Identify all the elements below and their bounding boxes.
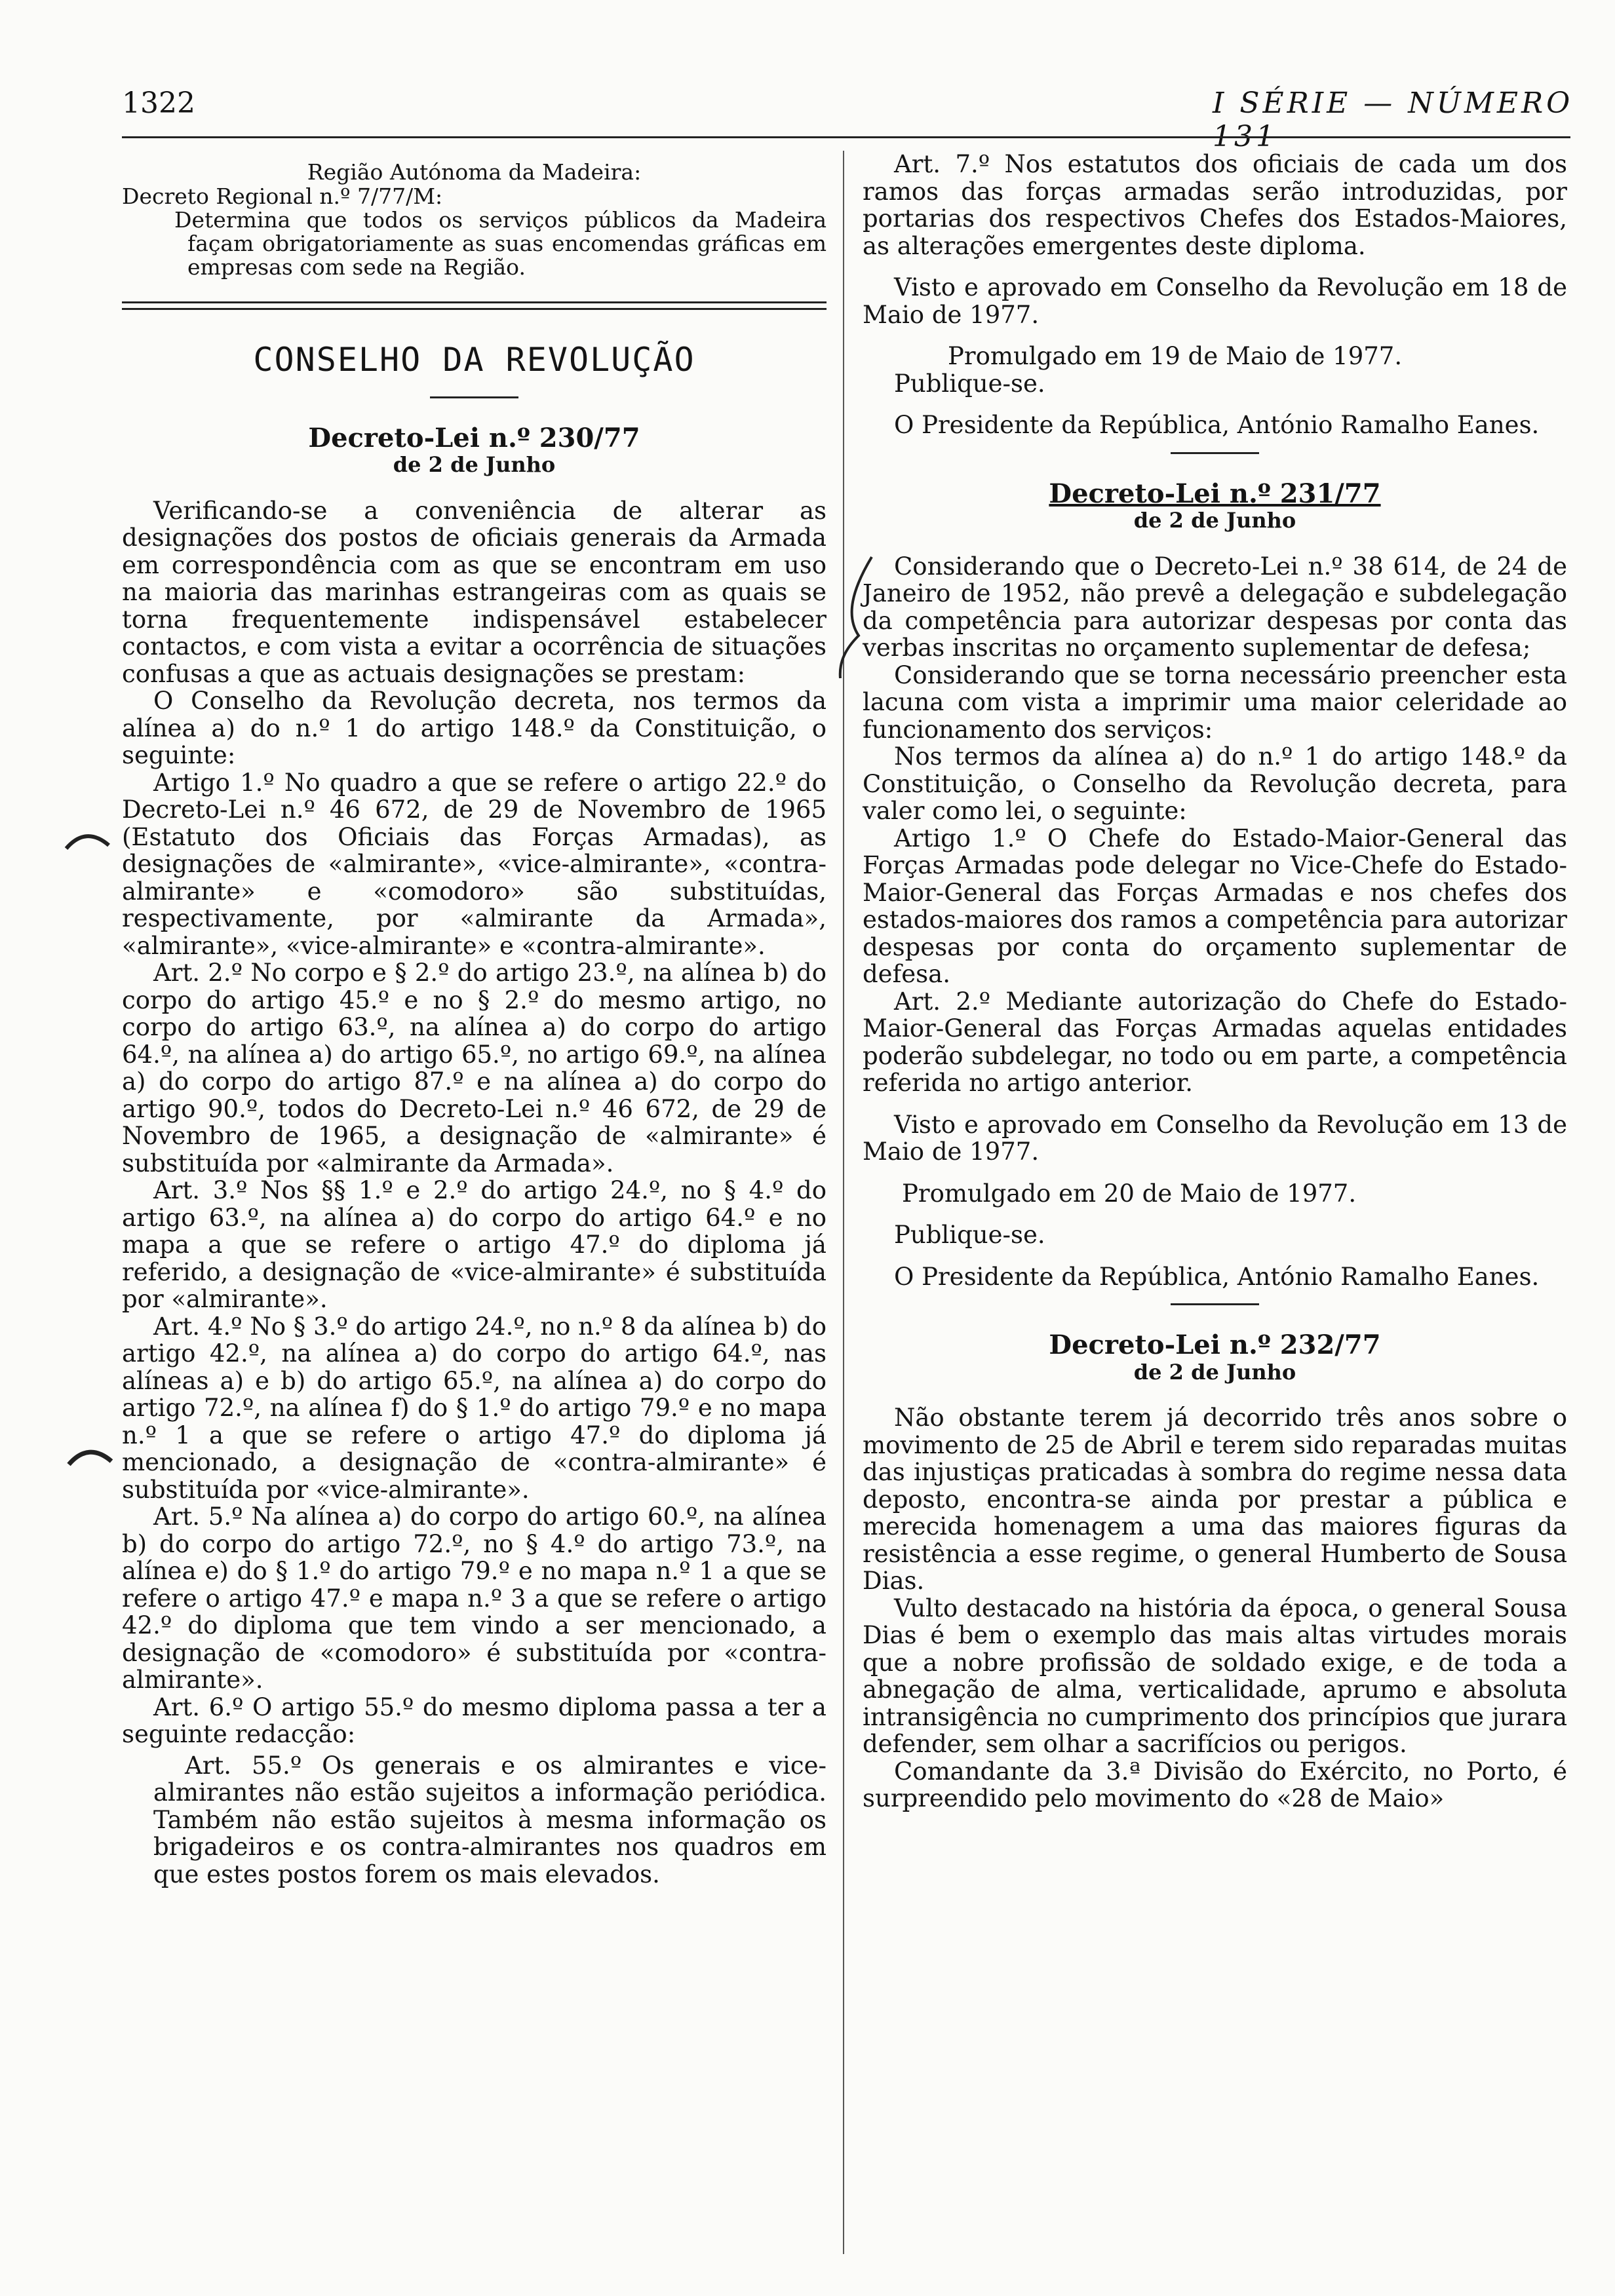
decree-230-art55: Art. 55.º Os generais e os almirantes e vice-almirantes não estão sujeitos a informação periódica. Também não estão sujeitos à mesma informação os brigadeiros e os contra-almirantes nos quadros em que estes postos forem os mais elevados. [153, 1751, 827, 1888]
series-header: I SÉRIE — NÚMERO 131 [1213, 86, 1574, 153]
signature-rule-2 [1171, 1303, 1259, 1305]
decree-230-date: de 2 de Junho [393, 452, 556, 477]
decree-230-title: Decreto-Lei n.º 230/77 [308, 422, 640, 453]
decree-230-president: O Presidente da República, António Ramalho Eanes. [894, 411, 1540, 439]
decree-231-art2: Art. 2.º Mediante autorização do Chefe do Estado-Maior-General das Forças Armadas aquelas entidades poderão subdelegar, no todo ou em parte, a competência referida no artigo anterior. [863, 987, 1567, 1097]
section-divider [122, 301, 827, 310]
decree-230-art1: Artigo 1.º No quadro a que se refere o artigo 22.º do Decreto-Lei n.º 46 672, de 29 de Novembro de 1965 (Estatuto dos Oficiais das Forças Armadas), as designações de «almirante», «vice-almirante», «contra-almirante» e «comodoro» são substituídas, respectivamente, por «almirante da Armada», «almirante», «vice-almirante» e «contra-almirante». [122, 768, 827, 960]
decree-230-art4: Art. 4.º No § 3.º do artigo 24.º, no n.º 8 da alínea b) do artigo 42.º, na alínea a) do corpo do artigo 64.º, nas alíneas a) e b) do artigo 65.º, na alínea a) do corpo do artigo 72.º, na alínea f) do § 1.º do artigo 79.º e no mapa n.º 1 a que se refere o artigo 47.º do diploma já mencionado, a designação de «contra-almirante» é substituída por «vice-almirante». [122, 1312, 827, 1504]
decree-231-title: Decreto-Lei n.º 231/77 [1049, 478, 1381, 509]
decree-232-p3: Comandante da 3.ª Divisão do Exército, no Porto, é surpreendido pelo movimento do «28 de Maio» [863, 1757, 1567, 1812]
decree-230-art2: Art. 2.º No corpo e § 2.º do artigo 23.º, na alínea b) do corpo do artigo 45.º e no § 2.º do mesmo artigo, no corpo do artigo 63.º, na alínea a) do corpo do artigo 64.º, na alínea a) do artigo 65.º, no artigo 69.º, na alínea a) do corpo do artigo 87.º e na alínea a) do corpo do artigo 90.º, todos do Decreto-Lei n.º 46 672, de 29 de Novembro de 1965, a designação de «almirante» é substituída por «almirante da Armada». [122, 959, 827, 1177]
right-column [863, 151, 1567, 1812]
decree-231-president: O Presidente da República, António Ramalho Eanes. [894, 1262, 1540, 1291]
decree-231-approved: Visto e aprovado em Conselho da Revolução em 13 de Maio de 1977. [863, 1110, 1567, 1166]
decree-232-date: de 2 de Junho [1133, 1359, 1296, 1385]
decree-230-preamble: Verificando-se a conveniência de alterar as designações dos postos de oficiais generais da Armada em correspondência com as que se encontram em uso na maioria das marinhas estrangeiras com as quais se torna frequentemente indispensável estabelecer contactos, e com vista a evitar a ocorrência de situações confusas a que as actuais designações se prestam: [122, 496, 827, 688]
decree-231-date: de 2 de Junho [1133, 508, 1296, 533]
decree-230-publish: Publique-se. [894, 369, 1045, 398]
decree-231-promulgated: Promulgado em 20 de Maio de 1977. [902, 1179, 1357, 1208]
left-column [122, 151, 827, 1888]
decree-230-art7: Art. 7.º Nos estatutos dos oficiais de cada um dos ramos das forças armadas serão introduzidas, por portarias dos respectivos Chefes dos Estados-Maiores, as alterações emergentes deste diploma. [863, 150, 1567, 260]
decree-230-enact: O Conselho da Revolução decreta, nos termos da alínea a) do n.º 1 do artigo 148.º da Constituição, o seguinte: [122, 687, 827, 769]
decree-231-p2: Considerando que se torna necessário preencher esta lacuna com vista a imprimir uma maior celeridade ao funcionamento dos serviços: [863, 660, 1567, 744]
madeira-summary: Determina que todos os serviços públicos da Madeira façam obrigatoriamente as suas encomendas gráficas em empresas com sede na Região. [174, 207, 827, 280]
council-title: CONSELHO DA REVOLUÇÃO [253, 341, 695, 379]
title-rule [430, 396, 518, 398]
decree-231-art1: Artigo 1.º O Chefe do Estado-Maior-General das Forças Armadas pode delegar no Vice-Chefe do Estado-Maior-General das Forças Armadas e nos chefes dos estados-maiores dos ramos a competência para autorizar despesas por conta do orçamento suplementar de defesa. [863, 824, 1567, 988]
signature-rule [1171, 452, 1259, 454]
decree-231-p1: Considerando que o Decreto-Lei n.º 38 614, de 24 de Janeiro de 1952, não prevê a delegação e subdelegação da competência para autorizar despesas por conta das verbas inscritas no orçamento suplementar de defesa; [863, 552, 1567, 662]
decree-232-title: Decreto-Lei n.º 232/77 [1049, 1330, 1381, 1360]
pen-mark-icon [832, 550, 885, 681]
decree-230-art5: Art. 5.º Na alínea a) do corpo do artigo 60.º, na alínea b) do corpo do artigo 72.º, no § 4.º do artigo 73.º, na alínea e) do § 1.º do artigo 79.º e no mapa n.º 1 a que se refere o artigo 47.º e mapa n.º 3 a que se refere o artigo 42.º do diploma que tem vindo a ser mencionado, a designação de «comodoro» é substituída por «contra-almirante». [122, 1502, 827, 1694]
decree-230-art6: Art. 6.º O artigo 55.º do mesmo diploma passa a ter a seguinte redacção: [122, 1693, 827, 1748]
header-rule [122, 136, 1570, 138]
decree-230-art3: Art. 3.º Nos §§ 1.º e 2.º do artigo 24.º, no § 4.º do artigo 63.º, na alínea a) do corpo do artigo 64.º e no mapa a que se refere o artigo 47.º do diploma já referido, a designação de «vice-almirante» é substituída por «almirante». [122, 1176, 827, 1313]
decree-231-p3: Nos termos da alínea a) do n.º 1 do artigo 148.º da Constituição, o Conselho da Revolução decreta, para valer como lei, o seguinte: [863, 742, 1567, 825]
decree-230-approved: Visto e aprovado em Conselho da Revolução em 18 de Maio de 1977. [863, 273, 1567, 329]
madeira-decree: Decreto Regional n.º 7/77/M: [122, 183, 443, 209]
decree-232-p1: Não obstante terem já decorrido três anos sobre o movimento de 25 de Abril e terem sido reparadas muitas das injustiças praticadas à sombra do regime nessa data deposto, encontra-se ainda por prestar a pública e merecida homenagem a uma das maiores figuras da resistência a esse regime, o general Humberto de Sousa Dias. [863, 1404, 1567, 1595]
madeira-region: Região Autónoma da Madeira: [307, 159, 642, 185]
column-divider [843, 151, 844, 2254]
punch-hole-mark-2-icon [66, 1442, 118, 1468]
page-number: 1322 [122, 86, 195, 120]
decree-230-promulgated: Promulgado em 19 de Maio de 1977. [948, 342, 1403, 370]
decree-232-p2: Vulto destacado na história da época, o general Sousa Dias é bem o exemplo das mais altas virtudes morais que a nobre profissão de soldado exige, e de toda a abnegação de alma, verticalidade, aprumo e absoluta intransigência no cumprimento dos princípios que jurara defender, sem olhar a sacrifícios ou perigos. [863, 1594, 1567, 1758]
punch-hole-mark-icon [63, 826, 115, 852]
decree-231-publish: Publique-se. [894, 1221, 1045, 1249]
